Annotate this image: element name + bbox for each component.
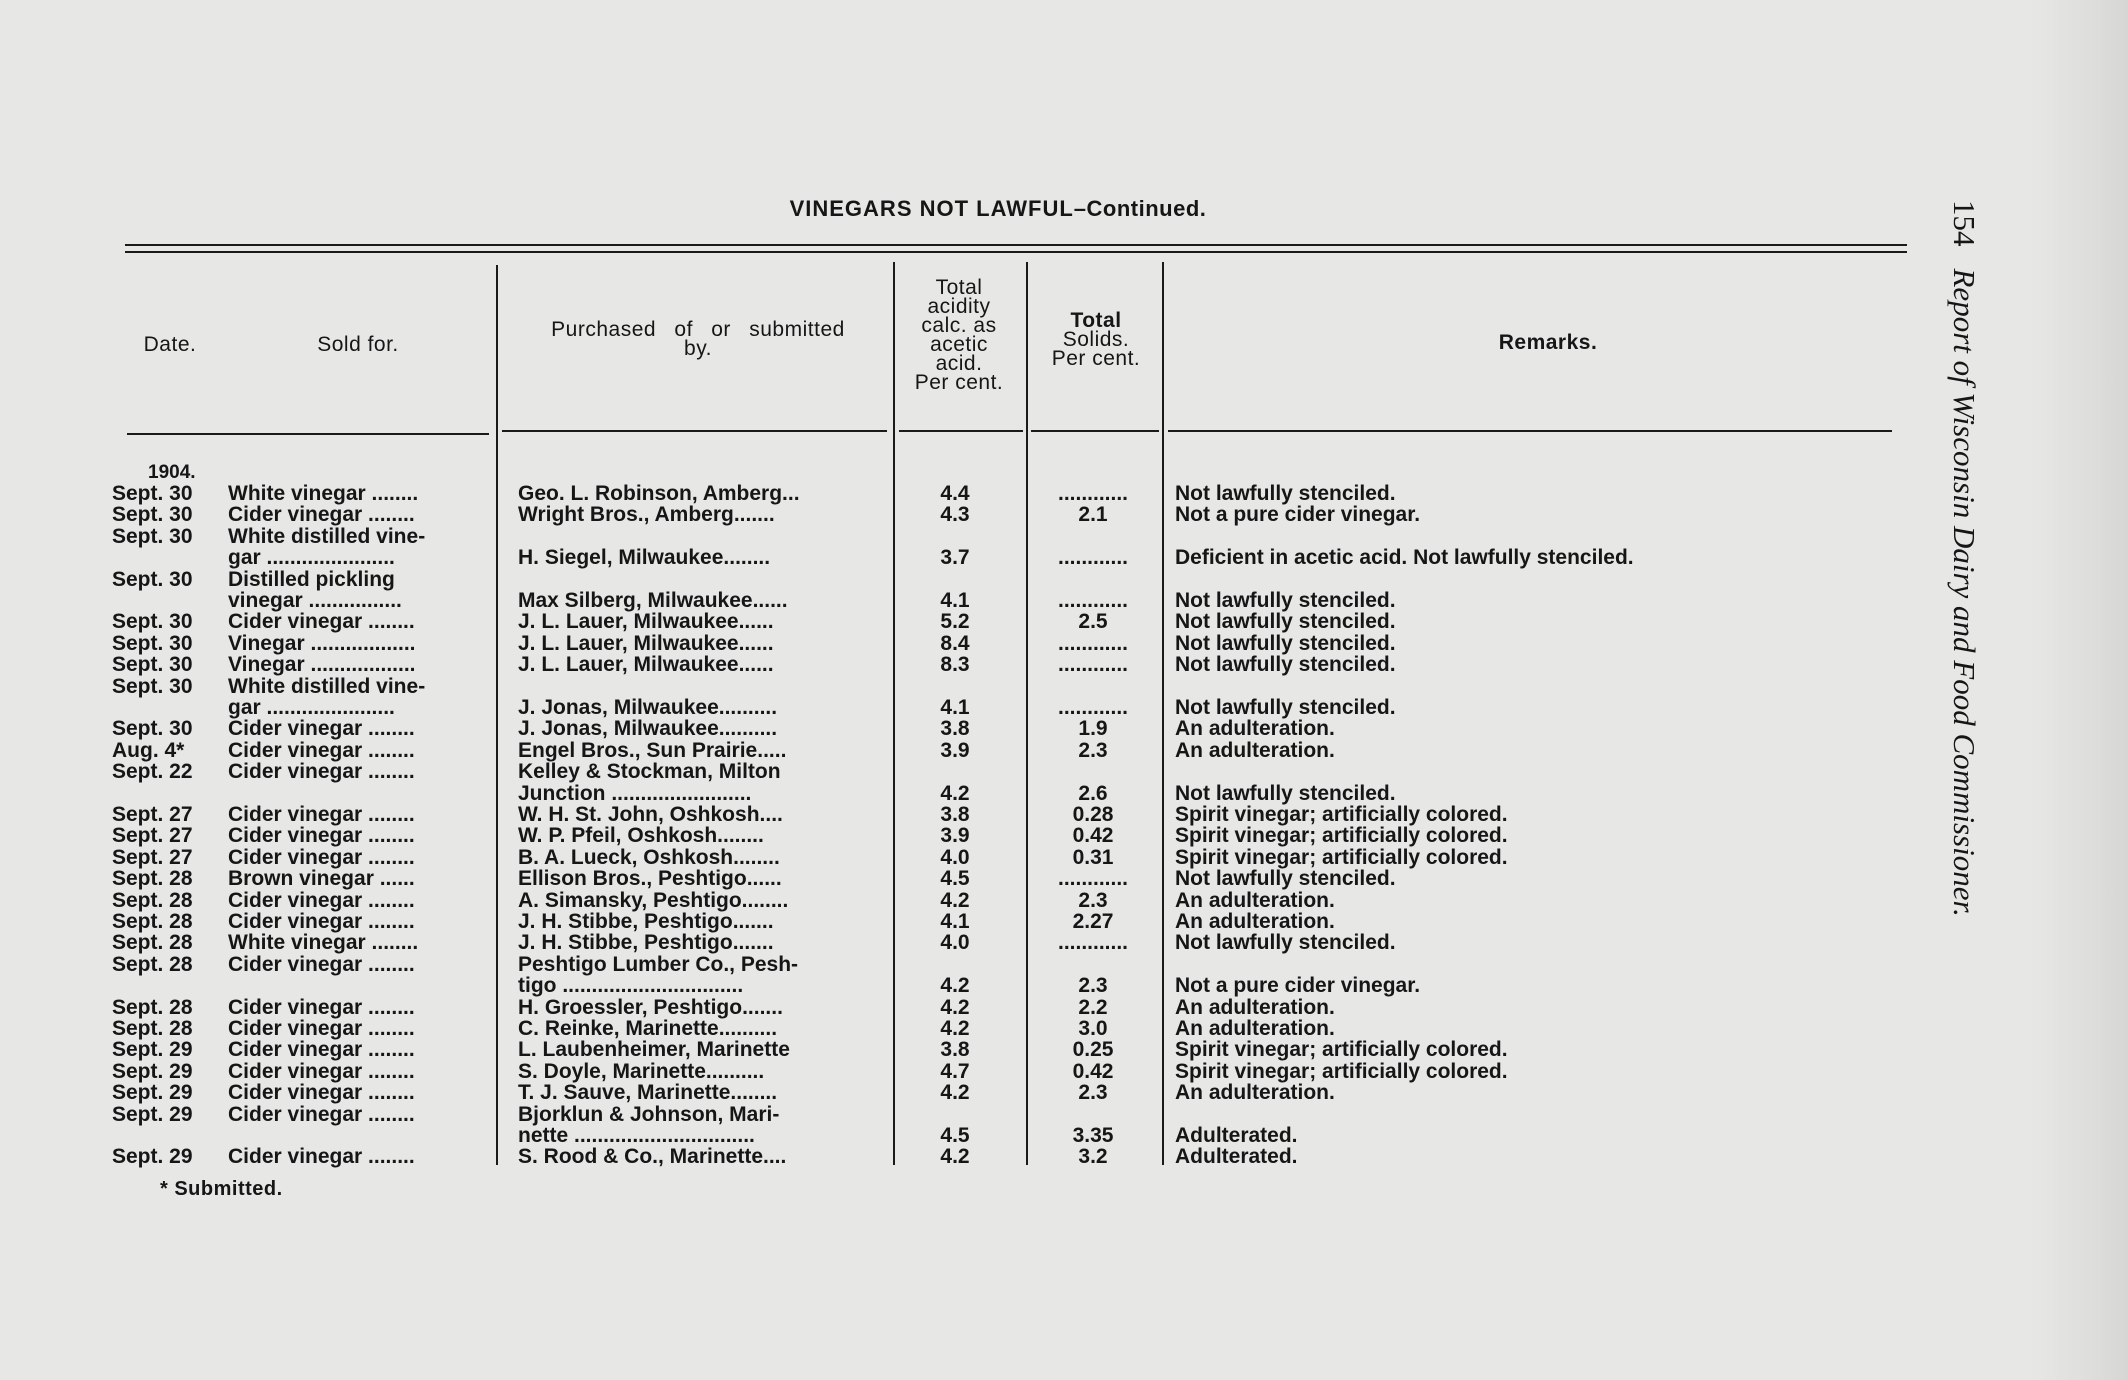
cell-acidity: 4.3: [940, 503, 970, 527]
header-remarks: Remarks.: [1498, 331, 1598, 354]
cell-purchased: Engel Bros., Sun Prairie.....: [518, 738, 787, 762]
cell-solids: ............: [1057, 653, 1128, 677]
cell-acidity: 4.7: [940, 1059, 970, 1083]
cell-solids: 0.28: [1072, 803, 1114, 826]
cell-remarks: Adulterated.: [1175, 1123, 1298, 1147]
cell-date: Sept. 28: [112, 1017, 193, 1040]
running-title: Report of Wisconsin Dairy and Food Commissioner.: [1947, 268, 1982, 917]
cell-remarks: Not a pure cider vinegar.: [1175, 974, 1421, 998]
cell-purchased: W. H. St. John, Oshkosh....: [518, 803, 783, 826]
cell-remarks: An adulteration.: [1175, 717, 1335, 741]
table-row: [0, 761, 2030, 804]
table-row: [0, 954, 2030, 997]
cell-solids: 0.31: [1072, 845, 1114, 869]
cell-purchased: S. Doyle, Marinette..........: [518, 1059, 765, 1083]
cell-sold-for: Cider vinegar ........: [228, 803, 415, 826]
cell-acidity: 4.2: [940, 888, 970, 912]
cell-remarks: Not lawfully stenciled.: [1175, 588, 1396, 612]
table-row: [0, 804, 2030, 825]
header-acidity-line: acid.: [935, 352, 983, 375]
cell-purchased: Bjorklun & Johnson, Mari-: [518, 1102, 780, 1126]
header-purchased-line2: by.: [684, 337, 712, 360]
table-row: [0, 932, 2030, 953]
cell-date: Sept. 30: [112, 610, 193, 634]
cell-remarks: Deficient in acetic acid. Not lawfully stenciled.: [1175, 546, 1634, 570]
cell-purchased: J. Jonas, Milwaukee..........: [518, 695, 778, 719]
cell-purchased: J. L. Lauer, Milwaukee......: [518, 631, 774, 655]
cell-acidity: 4.2: [940, 1081, 970, 1105]
cell-purchased: J. Jonas, Milwaukee..........: [518, 717, 778, 741]
cell-sold-for: Cider vinegar ........: [228, 717, 415, 741]
header-rule-remarks: [1168, 430, 1892, 432]
cell-sold-for: White vinegar ........: [228, 482, 419, 505]
header-acidity-line: Total: [935, 276, 983, 299]
cell-sold-for: Cider vinegar ........: [228, 845, 415, 869]
cell-solids: ............: [1057, 695, 1128, 719]
cell-sold-for: White vinegar ........: [228, 931, 419, 955]
cell-acidity: 3.7: [940, 546, 970, 570]
cell-sold-for: Cider vinegar ........: [228, 1038, 415, 1062]
cell-sold-for: Cider vinegar ........: [228, 1081, 415, 1105]
cell-solids: 2.3: [1078, 1081, 1108, 1105]
table-row: [0, 504, 2030, 525]
header-acidity-line: Per cent.: [914, 371, 1004, 394]
cell-sold-for: Cider vinegar ........: [228, 1145, 415, 1169]
cell-purchased: J. H. Stibbe, Peshtigo.......: [518, 910, 774, 933]
header-acidity-line: acidity: [927, 295, 991, 318]
year-label: 1904.: [148, 462, 196, 483]
table-row: [0, 1018, 2030, 1039]
cell-sold-for: Vinegar ..................: [228, 653, 416, 677]
table-row: [0, 1104, 2030, 1147]
cell-date: Sept. 30: [112, 631, 193, 655]
cell-remarks: Not lawfully stenciled.: [1175, 695, 1396, 719]
cell-solids: 3.2: [1078, 1145, 1108, 1169]
table-row: [0, 569, 2030, 612]
cell-remarks: Spirit vinegar; artificially colored.: [1175, 803, 1508, 826]
cell-date: Sept. 28: [112, 888, 193, 912]
cell-remarks: Not a pure cider vinegar.: [1175, 503, 1421, 527]
cell-purchased: Junction ........................: [518, 781, 752, 805]
cell-solids: 3.0: [1078, 1017, 1108, 1040]
cell-date: Sept. 30: [112, 482, 193, 505]
cell-acidity: 3.8: [940, 803, 970, 826]
header-acidity-line: acetic: [930, 333, 988, 356]
cell-date: Sept. 28: [112, 910, 193, 933]
cell-remarks: An adulteration.: [1175, 910, 1335, 933]
cell-purchased: Ellison Bros., Peshtigo......: [518, 867, 782, 891]
cell-sold-for: Vinegar ..................: [228, 631, 416, 655]
cell-sold-for: White distilled vine-: [228, 674, 426, 698]
table-row: [0, 1039, 2030, 1060]
table-row: [0, 1082, 2030, 1103]
header-rule-date: [127, 433, 489, 435]
header-acidity-line: calc. as: [921, 314, 997, 337]
cell-solids: ............: [1057, 588, 1128, 612]
cell-acidity: 4.0: [940, 845, 970, 869]
cell-date: Sept. 30: [112, 503, 193, 527]
cell-acidity: 4.2: [940, 1145, 970, 1169]
cell-sold-for: Cider vinegar ........: [228, 610, 415, 634]
header-solids: [1030, 311, 1162, 368]
page-edge-shadow: [2030, 0, 2128, 1380]
cell-acidity: 4.2: [940, 1017, 970, 1040]
cell-acidity: 3.9: [940, 824, 970, 848]
table-row: [0, 1146, 2030, 1167]
title-continued: –Continued.: [1073, 196, 1207, 221]
cell-solids: 2.1: [1078, 503, 1108, 527]
cell-date: Sept. 29: [112, 1038, 193, 1062]
cell-solids: 1.9: [1078, 717, 1108, 741]
header-rule-solids: [1031, 430, 1159, 432]
cell-date: Sept. 27: [112, 824, 193, 848]
cell-acidity: 3.8: [940, 1038, 970, 1062]
table-row: [0, 911, 2030, 932]
cell-remarks: An adulteration.: [1175, 888, 1335, 912]
cell-date: Sept. 29: [112, 1081, 193, 1105]
cell-solids: 3.35: [1072, 1123, 1114, 1147]
cell-acidity: 4.2: [940, 995, 970, 1019]
cell-acidity: 5.2: [940, 610, 970, 634]
cell-sold-for: Cider vinegar ........: [228, 1017, 415, 1040]
cell-purchased: C. Reinke, Marinette..........: [518, 1017, 778, 1040]
cell-sold-for: Cider vinegar ........: [228, 824, 415, 848]
cell-sold-for: Cider vinegar ........: [228, 888, 415, 912]
cell-sold-for: gar ......................: [228, 546, 395, 570]
cell-remarks: An adulteration.: [1175, 1081, 1335, 1105]
cell-date: Sept. 29: [112, 1059, 193, 1083]
cell-remarks: Not lawfully stenciled.: [1175, 867, 1396, 891]
cell-acidity: 4.0: [940, 931, 970, 955]
cell-purchased: J. L. Lauer, Milwaukee......: [518, 610, 774, 634]
cell-remarks: Not lawfully stenciled.: [1175, 781, 1396, 805]
header-solids-line: Solids.: [1062, 328, 1130, 351]
table-row: [0, 825, 2030, 846]
cell-purchased: A. Simansky, Peshtigo........: [518, 888, 789, 912]
cell-sold-for: Cider vinegar ........: [228, 738, 415, 762]
cell-purchased: L. Laubenheimer, Marinette: [518, 1038, 790, 1062]
cell-acidity: 4.1: [940, 588, 970, 612]
cell-remarks: Not lawfully stenciled.: [1175, 610, 1396, 634]
cell-sold-for: Cider vinegar ........: [228, 1102, 415, 1126]
cell-solids: 2.27: [1072, 910, 1114, 933]
cell-sold-for: Cider vinegar ........: [228, 910, 415, 933]
table-row: [0, 847, 2030, 868]
cell-acidity: 4.5: [940, 867, 970, 891]
cell-solids: ............: [1057, 482, 1128, 505]
cell-sold-for: Cider vinegar ........: [228, 760, 415, 784]
cell-solids: 0.42: [1072, 824, 1114, 848]
header-purchased-line1: Purchased of or submitted: [551, 318, 845, 341]
cell-remarks: An adulteration.: [1175, 995, 1335, 1019]
cell-purchased: H. Groessler, Peshtigo.......: [518, 995, 783, 1019]
cell-date: Sept. 29: [112, 1102, 193, 1126]
cell-acidity: 4.2: [940, 781, 970, 805]
cell-remarks: Spirit vinegar; artificially colored.: [1175, 824, 1508, 848]
cell-purchased: Kelley & Stockman, Milton: [518, 760, 781, 784]
cell-acidity: 8.4: [940, 631, 970, 655]
cell-solids: 2.5: [1078, 610, 1108, 634]
cell-purchased: tigo ...............................: [518, 974, 744, 998]
table-row: [0, 526, 2030, 569]
footnote: * Submitted.: [160, 1177, 283, 1200]
cell-purchased: J. L. Lauer, Milwaukee......: [518, 653, 774, 677]
cell-solids: 2.6: [1078, 781, 1108, 805]
cell-remarks: Spirit vinegar; artificially colored.: [1175, 1038, 1508, 1062]
cell-purchased: Max Silberg, Milwaukee......: [518, 588, 788, 612]
table-row: [0, 890, 2030, 911]
cell-purchased: Wright Bros., Amberg.......: [518, 503, 775, 527]
cell-sold-for: Cider vinegar ........: [228, 995, 415, 1019]
cell-acidity: 3.8: [940, 717, 970, 741]
header-rule-purchased: [502, 430, 887, 432]
cell-sold-for: gar ......................: [228, 695, 395, 719]
cell-purchased: S. Rood & Co., Marinette....: [518, 1145, 787, 1169]
cell-date: Sept. 27: [112, 845, 193, 869]
cell-remarks: Not lawfully stenciled.: [1175, 482, 1396, 505]
cell-solids: 2.3: [1078, 738, 1108, 762]
cell-date: Aug. 4*: [112, 738, 185, 762]
cell-solids: 2.3: [1078, 974, 1108, 998]
cell-sold-for: vinegar ................: [228, 588, 402, 612]
cell-date: Sept. 27: [112, 803, 193, 826]
table-row: [0, 483, 2030, 504]
table-row: [0, 1061, 2030, 1082]
table-row: [0, 611, 2030, 632]
cell-purchased: W. P. Pfeil, Oshkosh........: [518, 824, 764, 848]
table-row: [0, 654, 2030, 675]
cell-sold-for: White distilled vine-: [228, 524, 426, 548]
cell-remarks: Not lawfully stenciled.: [1175, 631, 1396, 655]
cell-purchased: nette ...............................: [518, 1123, 755, 1147]
cell-date: Sept. 28: [112, 867, 193, 891]
cell-purchased: Peshtigo Lumber Co., Pesh-: [518, 952, 799, 976]
cell-date: Sept. 30: [112, 653, 193, 677]
header-date: Date.: [143, 333, 197, 356]
cell-acidity: 8.3: [940, 653, 970, 677]
page-number: 154: [1947, 200, 1982, 247]
cell-remarks: An adulteration.: [1175, 1017, 1335, 1040]
cell-solids: ............: [1057, 931, 1128, 955]
cell-acidity: 4.2: [940, 974, 970, 998]
cell-sold-for: Cider vinegar ........: [228, 1059, 415, 1083]
cell-date: Sept. 28: [112, 995, 193, 1019]
cell-sold-for: Cider vinegar ........: [228, 952, 415, 976]
cell-acidity: 4.5: [940, 1123, 970, 1147]
table-row: [0, 718, 2030, 739]
running-head-text: [1946, 200, 1982, 917]
cell-sold-for: Distilled pickling: [228, 567, 395, 591]
header-purchased: [506, 320, 890, 358]
cell-solids: 0.42: [1072, 1059, 1114, 1083]
table-row: [0, 868, 2030, 889]
table-row: [0, 633, 2030, 654]
header-rule-acidity: [899, 430, 1023, 432]
header-solids-line: Total: [1070, 309, 1122, 332]
table-row: [0, 997, 2030, 1018]
cell-date: Sept. 30: [112, 717, 193, 741]
cell-purchased: H. Siegel, Milwaukee........: [518, 546, 771, 570]
cell-acidity: 4.4: [940, 482, 970, 505]
cell-remarks: Not lawfully stenciled.: [1175, 653, 1396, 677]
cell-date: Sept. 30: [112, 674, 193, 698]
cell-acidity: 4.1: [940, 910, 970, 933]
cell-remarks: Not lawfully stenciled.: [1175, 931, 1396, 955]
table-row: [0, 740, 2030, 761]
header-acidity: [895, 278, 1023, 392]
cell-date: Sept. 30: [112, 524, 193, 548]
title-main: VINEGARS NOT LAWFUL: [789, 196, 1074, 221]
cell-purchased: B. A. Lueck, Oshkosh........: [518, 845, 780, 869]
top-rule-2: [125, 251, 1907, 253]
cell-purchased: T. J. Sauve, Marinette........: [518, 1081, 778, 1105]
cell-date: Sept. 22: [112, 760, 193, 784]
cell-date: Sept. 28: [112, 952, 193, 976]
cell-acidity: 3.9: [940, 738, 970, 762]
header-sold-for: Sold for.: [317, 333, 399, 356]
cell-remarks: An adulteration.: [1175, 738, 1335, 762]
cell-solids: 2.3: [1078, 888, 1108, 912]
cell-purchased: J. H. Stibbe, Peshtigo.......: [518, 931, 774, 955]
cell-solids: ............: [1057, 867, 1128, 891]
running-head: [1940, 200, 2000, 1140]
top-rule-1: [125, 244, 1907, 246]
cell-date: Sept. 29: [112, 1145, 193, 1169]
cell-sold-for: Brown vinegar ......: [228, 867, 415, 891]
cell-remarks: Spirit vinegar; artificially colored.: [1175, 1059, 1508, 1083]
cell-sold-for: Cider vinegar ........: [228, 503, 415, 527]
cell-solids: ............: [1057, 631, 1128, 655]
table-row: [0, 676, 2030, 719]
cell-date: Sept. 30: [112, 567, 193, 591]
cell-solids: 0.25: [1072, 1038, 1114, 1062]
cell-acidity: 4.1: [940, 695, 970, 719]
page-title: [0, 196, 1996, 222]
cell-remarks: Spirit vinegar; artificially colored.: [1175, 845, 1508, 869]
header-solids-line: Per cent.: [1051, 347, 1141, 370]
cell-remarks: Adulterated.: [1175, 1145, 1298, 1169]
cell-solids: ............: [1057, 546, 1128, 570]
cell-purchased: Geo. L. Robinson, Amberg...: [518, 482, 800, 505]
cell-date: Sept. 28: [112, 931, 193, 955]
cell-solids: 2.2: [1078, 995, 1108, 1019]
